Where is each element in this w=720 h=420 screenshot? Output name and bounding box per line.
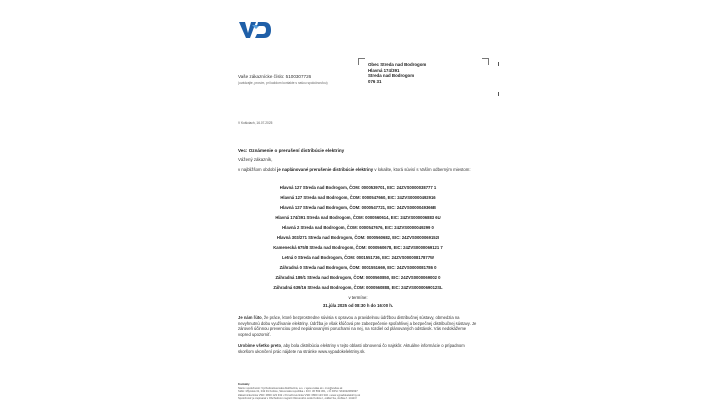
- address-line: 076 31: [368, 78, 382, 84]
- location-item: Kamenecká 675/8 Streda nad Bodrogom, ČOM: 0000560678, EIC: 24ZVS0000069121 7: [273, 245, 443, 250]
- fold-mark: [498, 62, 499, 66]
- recipient-address: [368, 62, 426, 84]
- address-line: Hlavná 174/391: [368, 67, 400, 73]
- address-line: Obec Streda nad Bodrogom: [368, 62, 427, 67]
- apology-paragraph: [238, 315, 478, 337]
- location-item: Hlavná 127 Streda nad Bodrogom, ČOM: 0000547660, EIC: 24ZVS00000492916: [280, 195, 436, 200]
- restore-text: , aby bola distribúcia elektriny v tejto oblasti obnovená čo najskôr. Aktuálne informácie o prípadnom skoršom ukončení prác nájdete na stránke www.vypadokelektriny.sk.: [238, 343, 465, 354]
- footer-line: Spoločnosť je zapísaná v Obchodnom registri Okresného súdu Košice I, oddiel Sa, vložka č. 1411/V: [238, 397, 357, 401]
- location-item: Letná 0 Streda nad Bodrogom, ČOM: 0001551736, EIC: 24ZVS00000817877W: [282, 255, 434, 260]
- term-label: v termíne:: [348, 295, 368, 300]
- date-line: V Košiciach, 16.07.2025: [238, 121, 273, 125]
- customer-number: Vaše zákaznícke číslo: 5100307726: [238, 74, 312, 79]
- letter-greeting: Vážený zákazník,: [238, 157, 273, 162]
- location-item: Záhradná 639/16 Streda nad Bodrogom, ČOM: 0000560888, EIC: 24ZVS0000069012SL: [273, 285, 443, 290]
- customer-number-note: (uvádzajte, prosím, pri každom kontakte s našou spoločnosťou): [238, 81, 328, 85]
- outage-term: [238, 294, 478, 310]
- fold-mark: [498, 92, 499, 96]
- intro-text: v najbližšom období: [238, 167, 278, 172]
- outage-locations: [238, 183, 478, 293]
- address-line: Streda nad Bodrogom: [368, 73, 415, 79]
- location-item: Hlavná 127 Streda nad Bodrogom, ČOM: 0000539701, EIC: 24ZVS0000038777 1: [279, 185, 437, 190]
- footer-title: Kontakty: [238, 383, 250, 386]
- intro-bold: je naplánované prerušenie distribúcie elektriny: [277, 167, 374, 172]
- address-corner-left: [358, 58, 365, 65]
- location-item: Záhradná 189/1 Streda nad Bodrogom, ČOM: 0000560850, EIC: 24ZVS0000069002 0: [275, 275, 441, 280]
- term-value: 31.júla 2025 od 08:30 h do 16:00 h.: [322, 303, 394, 308]
- location-item: Záhradná 0 Streda nad Bodrogom, ČOM: 0001551669, EIC: 24ZVS0000081786 0: [279, 265, 437, 270]
- location-item: Hlavná 127 Streda nad Bodrogom, ČOM: 0000547721, EIC: 24ZVS0000049366B: [280, 205, 436, 210]
- footer-line: Názov spoločnosti: Východoslovenská distribučná, a.s. • www.vsdas.sk • zvo@vsdas.sk: [238, 386, 343, 390]
- location-item: Hlavná 174/391 Streda nad Bodrogom, ČOM: 0000560614, EIC: 24ZVS000006883 6U: [275, 215, 441, 220]
- customer-number-block: [238, 74, 328, 86]
- letter-intro: [238, 167, 478, 173]
- footer-contacts: [238, 383, 483, 401]
- location-item: Hlavná 2 Streda nad Bodrogom, ČOM: 0000547676, EIC: 24ZVS0000049299 0: [282, 225, 434, 230]
- letter-subject: Vec: Oznámenie o prerušení distribúcie elektriny: [238, 148, 345, 153]
- apology-bold: Je nám ľúto: [238, 315, 262, 320]
- apology-text: , že práce, ktoré bezprostredne súvisia s opravou a pravidelnou údržbou distribučnej sústavy, obmedzia na nevyhnutnú dobu využívanie elektriny. Údržba je však kľúčová pre zabezpečenie spoľahlivej a bezpečnej distribučnej sústavy. Je zároveň účinnou prevenciou pred nepiánovanými poruchami na nej, na rozdiel od plánovaných odstávok. Vás nedokážeme vopred upozorniť.: [238, 315, 477, 337]
- intro-text-end: v lokalite, ktorá súvisí s Vaším odberným miestom:: [373, 167, 471, 172]
- footer-line: Zákaznícka linka VSD: 0800 123 332 • Poruchová linka VSD: 0800 123 332 • www.vypadokelektriny.sk: [238, 393, 361, 397]
- footer-line: Sídlo: Mlynská 31, 042 91 Košice, Slovenská republika • IČO: 36 599 361, • IČ DPH: SK2022082997: [238, 390, 358, 394]
- address-corner-right: [482, 58, 489, 65]
- location-item: Hlavná 303/271 Streda nad Bodrogom, ČOM: 0000560682, EIC: 24ZVS0000069152I: [276, 235, 440, 240]
- vsd-logo: [238, 20, 272, 40]
- restore-paragraph: [238, 343, 478, 354]
- restore-bold: Urobíme všetko preto: [238, 343, 282, 348]
